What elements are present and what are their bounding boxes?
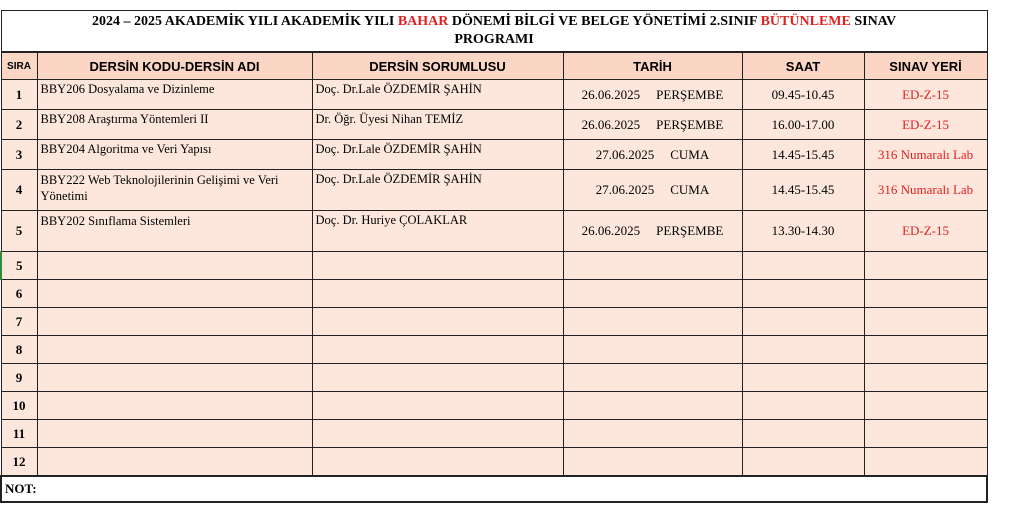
cell-empty[interactable] — [864, 420, 987, 448]
cell-ders[interactable]: BBY204 Algoritma ve Veri Yapısı — [37, 140, 312, 170]
cell-empty[interactable] — [563, 364, 742, 392]
cell-sira[interactable]: 10 — [1, 392, 37, 420]
title-bahar: BAHAR — [397, 14, 449, 29]
cell-sira[interactable]: 8 — [1, 336, 37, 364]
cell-ders[interactable]: BBY208 Araştırma Yöntemleri II — [37, 110, 312, 140]
cell-empty[interactable] — [312, 420, 563, 448]
cell-tarih[interactable]: 26.06.2025 PERŞEMBE — [563, 80, 742, 110]
cell-empty[interactable] — [37, 252, 312, 280]
header-sira[interactable]: SIRA — [1, 52, 37, 80]
cell-sorumlu[interactable]: Doç. Dr. Huriye ÇOLAKLAR — [312, 211, 563, 252]
cell-empty[interactable] — [864, 252, 987, 280]
cell-yer[interactable]: ED-Z-15 — [864, 110, 987, 140]
empty-row — [1, 420, 987, 448]
cell-empty[interactable] — [563, 252, 742, 280]
cell-empty[interactable] — [864, 364, 987, 392]
header-yer[interactable]: SINAV YERİ — [864, 52, 987, 80]
cell-saat[interactable]: 14.45-15.45 — [742, 170, 864, 211]
cell-empty[interactable] — [864, 280, 987, 308]
cell-yer[interactable]: 316 Numaralı Lab — [864, 140, 987, 170]
cell-empty[interactable] — [563, 392, 742, 420]
cell-sorumlu[interactable]: Doç. Dr.Lale ÖZDEMİR ŞAHİN — [312, 140, 563, 170]
cell-empty[interactable] — [563, 420, 742, 448]
page-title: 2024 – 2025 AKADEMİK YILI AKADEMİK YILI BAHAR DÖNEMİ BİLGİ VE BELGE YÖNETİMİ 2.SINIF BÜTÜNLEME SINAV PROGRAMI — [1, 11, 987, 53]
cell-empty[interactable] — [864, 392, 987, 420]
cell-empty[interactable] — [563, 308, 742, 336]
empty-row — [1, 448, 987, 477]
cell-empty[interactable] — [312, 392, 563, 420]
cell-empty[interactable] — [742, 280, 864, 308]
cell-sira[interactable]: 11 — [1, 420, 37, 448]
note-cell[interactable]: NOT: — [1, 476, 987, 502]
cell-sira[interactable]: 3 — [1, 140, 37, 170]
cell-sorumlu[interactable]: Doç. Dr.Lale ÖZDEMİR ŞAHİN — [312, 80, 563, 110]
header-tarih[interactable]: TARİH — [563, 52, 742, 80]
cell-empty[interactable] — [37, 420, 312, 448]
table-row — [1, 211, 987, 252]
cell-sorumlu[interactable]: Doç. Dr.Lale ÖZDEMİR ŞAHİN — [312, 170, 563, 211]
cell-empty[interactable] — [742, 392, 864, 420]
cell-empty[interactable] — [37, 280, 312, 308]
note-row — [1, 476, 987, 502]
cell-tarih[interactable]: 27.06.2025 CUMA — [563, 140, 742, 170]
cell-empty[interactable] — [37, 336, 312, 364]
cell-empty[interactable] — [312, 252, 563, 280]
cell-empty[interactable] — [742, 252, 864, 280]
cell-sira[interactable]: 5 — [1, 252, 37, 280]
cell-yer[interactable]: 316 Numaralı Lab — [864, 170, 987, 211]
exam-schedule-table — [0, 10, 988, 503]
cell-tarih[interactable]: 27.06.2025 CUMA — [563, 170, 742, 211]
cell-saat[interactable]: 14.45-15.45 — [742, 140, 864, 170]
cell-empty[interactable] — [742, 308, 864, 336]
table-row — [1, 170, 987, 211]
cell-empty[interactable] — [864, 308, 987, 336]
header-ders[interactable]: DERSİN KODU-DERSİN ADI — [37, 52, 312, 80]
table-row — [1, 80, 987, 110]
cell-empty[interactable] — [37, 392, 312, 420]
table-row — [1, 140, 987, 170]
exam-schedule-sheet — [0, 10, 986, 503]
cell-empty[interactable] — [864, 448, 987, 477]
cell-yer[interactable]: ED-Z-15 — [864, 211, 987, 252]
cell-saat[interactable]: 09.45-10.45 — [742, 80, 864, 110]
header-row — [1, 52, 987, 80]
title-butunleme: BÜTÜNLEME — [760, 14, 851, 29]
cell-empty[interactable] — [312, 336, 563, 364]
cell-sira[interactable]: 5 — [1, 211, 37, 252]
cell-empty[interactable] — [37, 448, 312, 477]
cell-sorumlu[interactable]: Dr. Öğr. Üyesi Nihan TEMİZ — [312, 110, 563, 140]
cell-empty[interactable] — [312, 364, 563, 392]
cell-empty[interactable] — [37, 364, 312, 392]
cell-empty[interactable] — [864, 336, 987, 364]
cell-sira[interactable]: 9 — [1, 364, 37, 392]
cell-tarih[interactable]: 26.06.2025 PERŞEMBE — [563, 211, 742, 252]
empty-row — [1, 280, 987, 308]
empty-row — [1, 308, 987, 336]
cell-yer[interactable]: ED-Z-15 — [864, 80, 987, 110]
cell-sira[interactable]: 12 — [1, 448, 37, 477]
table-row — [1, 110, 987, 140]
cell-saat[interactable]: 16.00-17.00 — [742, 110, 864, 140]
cell-tarih[interactable]: 26.06.2025 PERŞEMBE — [563, 110, 742, 140]
empty-row — [1, 252, 987, 280]
cell-empty[interactable] — [37, 308, 312, 336]
cell-empty[interactable] — [312, 308, 563, 336]
cell-sira[interactable]: 2 — [1, 110, 37, 140]
cell-ders[interactable]: BBY222 Web Teknolojilerinin Gelişimi ve Veri Yönetimi — [37, 170, 312, 211]
cell-sira[interactable]: 6 — [1, 280, 37, 308]
cell-empty[interactable] — [312, 448, 563, 477]
cell-ders[interactable]: BBY206 Dosyalama ve Dizinleme — [37, 80, 312, 110]
cell-sira[interactable]: 1 — [1, 80, 37, 110]
empty-row — [1, 392, 987, 420]
header-sorumlu[interactable]: DERSİN SORUMLUSU — [312, 52, 563, 80]
cell-empty[interactable] — [563, 280, 742, 308]
cell-empty[interactable] — [312, 280, 563, 308]
cell-ders[interactable]: BBY202 Sınıflama Sistemleri — [37, 211, 312, 252]
cell-saat[interactable]: 13.30-14.30 — [742, 211, 864, 252]
cell-empty[interactable] — [742, 448, 864, 477]
empty-row — [1, 364, 987, 392]
cell-empty[interactable] — [742, 364, 864, 392]
cell-empty[interactable] — [742, 336, 864, 364]
cell-empty[interactable] — [563, 336, 742, 364]
cell-empty[interactable] — [742, 420, 864, 448]
cell-empty[interactable] — [563, 448, 742, 477]
cell-sira[interactable]: 7 — [1, 308, 37, 336]
cell-sira[interactable]: 4 — [1, 170, 37, 211]
empty-row — [1, 336, 987, 364]
header-saat[interactable]: SAAT — [742, 52, 864, 80]
